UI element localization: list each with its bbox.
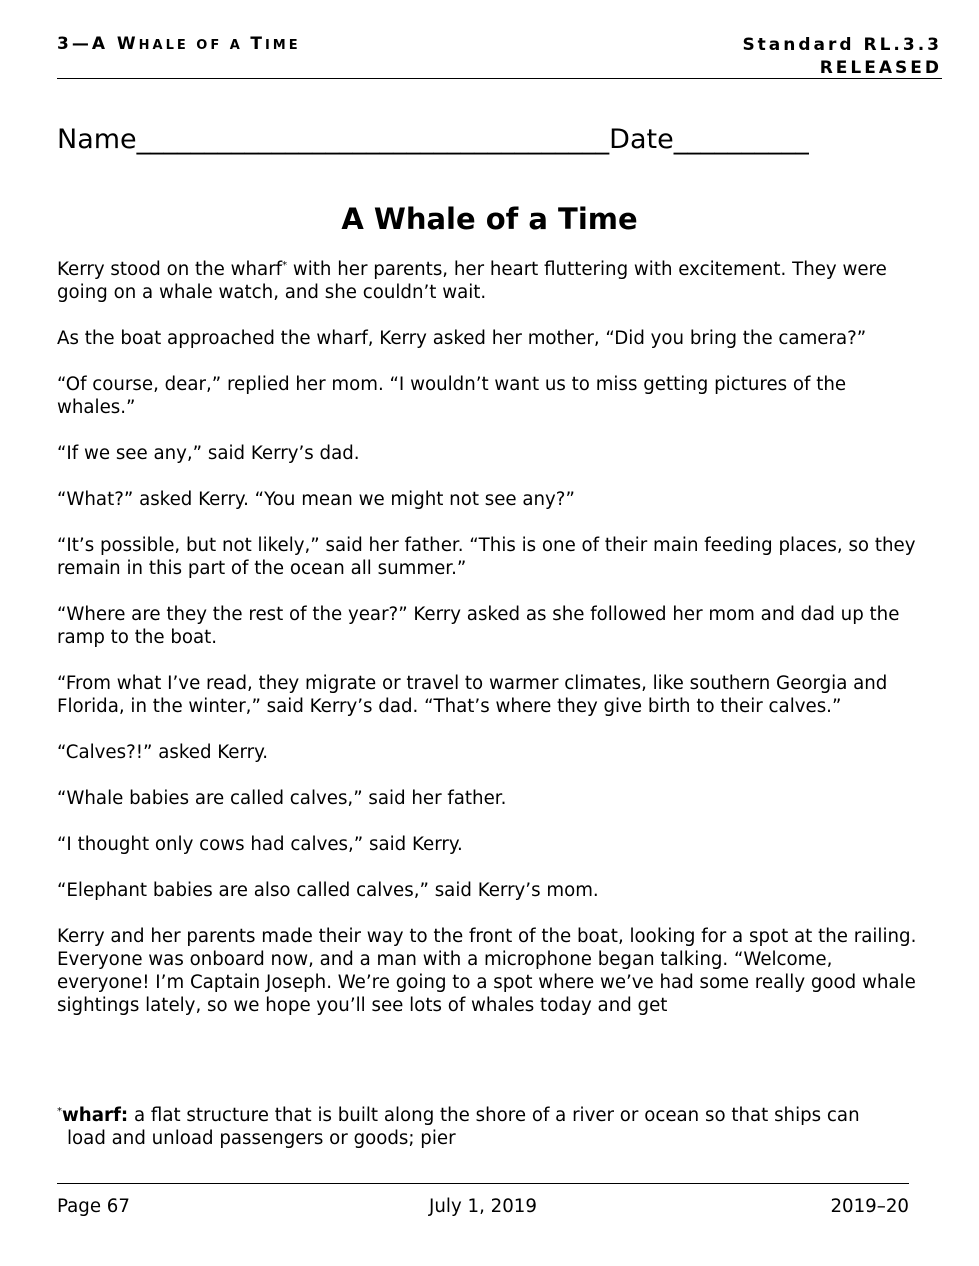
paragraph: “Elephant babies are also called calves,” said Kerry’s mom. xyxy=(57,880,599,901)
header-title-part: HALE OF A xyxy=(138,38,251,53)
footnote-term: wharf: xyxy=(62,1105,129,1126)
paragraph: “Of course, dear,” replied her mom. “I wouldn’t want us to miss getting pictures of the whales.” xyxy=(57,374,847,418)
paragraph: “If we see any,” said Kerry’s dad. xyxy=(57,443,360,464)
paragraph: “I thought only cows had calves,” said Kerry. xyxy=(57,834,463,855)
story-body xyxy=(57,258,927,1040)
header-standard xyxy=(742,34,942,80)
paragraph-text: with her parents, her heart fluttering with excitement. They were going on a whale watch, and she couldn’t wait. xyxy=(57,259,887,303)
paragraph: “What?” asked Kerry. “You mean we might not see any?” xyxy=(57,489,575,510)
name-label: Name xyxy=(57,124,137,155)
name-blank: ___________________________________ xyxy=(136,124,610,155)
header-title-part: W xyxy=(116,34,139,54)
footnote xyxy=(57,1104,927,1150)
header-title-part: IME xyxy=(264,38,301,53)
school-year: 2019–20 xyxy=(830,1196,909,1217)
page-number: Page 67 xyxy=(57,1196,130,1217)
header-title xyxy=(57,34,301,54)
footer-divider xyxy=(57,1183,909,1184)
name-date-line xyxy=(57,124,809,155)
footnote-line: load and unload passengers or goods; pier xyxy=(67,1128,456,1149)
footnote-line xyxy=(57,1104,927,1127)
header-title-prefix: 3—A xyxy=(57,34,117,54)
footer-date: July 1, 2019 xyxy=(429,1196,537,1217)
standard-label: Standard RL.3.3 xyxy=(742,35,942,55)
paragraph xyxy=(57,258,927,304)
page-header xyxy=(57,32,942,79)
header-title-part: T xyxy=(250,34,265,54)
paragraph: “From what I’ve read, they migrate or travel to warmer climates, like southern Georgia and Florida, in the winter,” said Kerry’s dad. “That’s where they give birth to their calves.” xyxy=(57,673,888,717)
paragraph-text: Kerry stood on the wharf xyxy=(57,259,283,280)
release-status: RELEASED xyxy=(819,58,942,78)
footnote-marker: * xyxy=(282,260,288,271)
story-title: A Whale of a Time xyxy=(341,202,638,236)
paragraph: “Where are they the rest of the year?” Kerry asked as she followed her mom and dad up the ramp to the boat. xyxy=(57,604,900,648)
date-label: Date xyxy=(609,124,674,155)
footnote-definition: a flat structure that is built along the shore of a river or ocean so that ships can xyxy=(128,1105,860,1126)
paragraph: Kerry and her parents made their way to the front of the boat, looking for a spot at the railing. Everyone was onboard now, and a man with a microphone began talking. “Welcome, everyone! I’m Captain Joseph. We’re going to a spot where we’ve had some really good whale sightings lately, so we hope you’ll see lots of whales today and get xyxy=(57,926,917,1016)
footnote-marker: * xyxy=(57,1106,62,1117)
paragraph: “It’s possible, but not likely,” said her father. “This is one of their main feeding places, so they remain in this part of the ocean all summer.” xyxy=(57,535,916,579)
paragraph: “Calves?!” asked Kerry. xyxy=(57,742,269,763)
date-blank: __________ xyxy=(673,124,809,155)
paragraph: “Whale babies are called calves,” said her father. xyxy=(57,788,507,809)
paragraph: As the boat approached the wharf, Kerry asked her mother, “Did you bring the camera?” xyxy=(57,328,867,349)
